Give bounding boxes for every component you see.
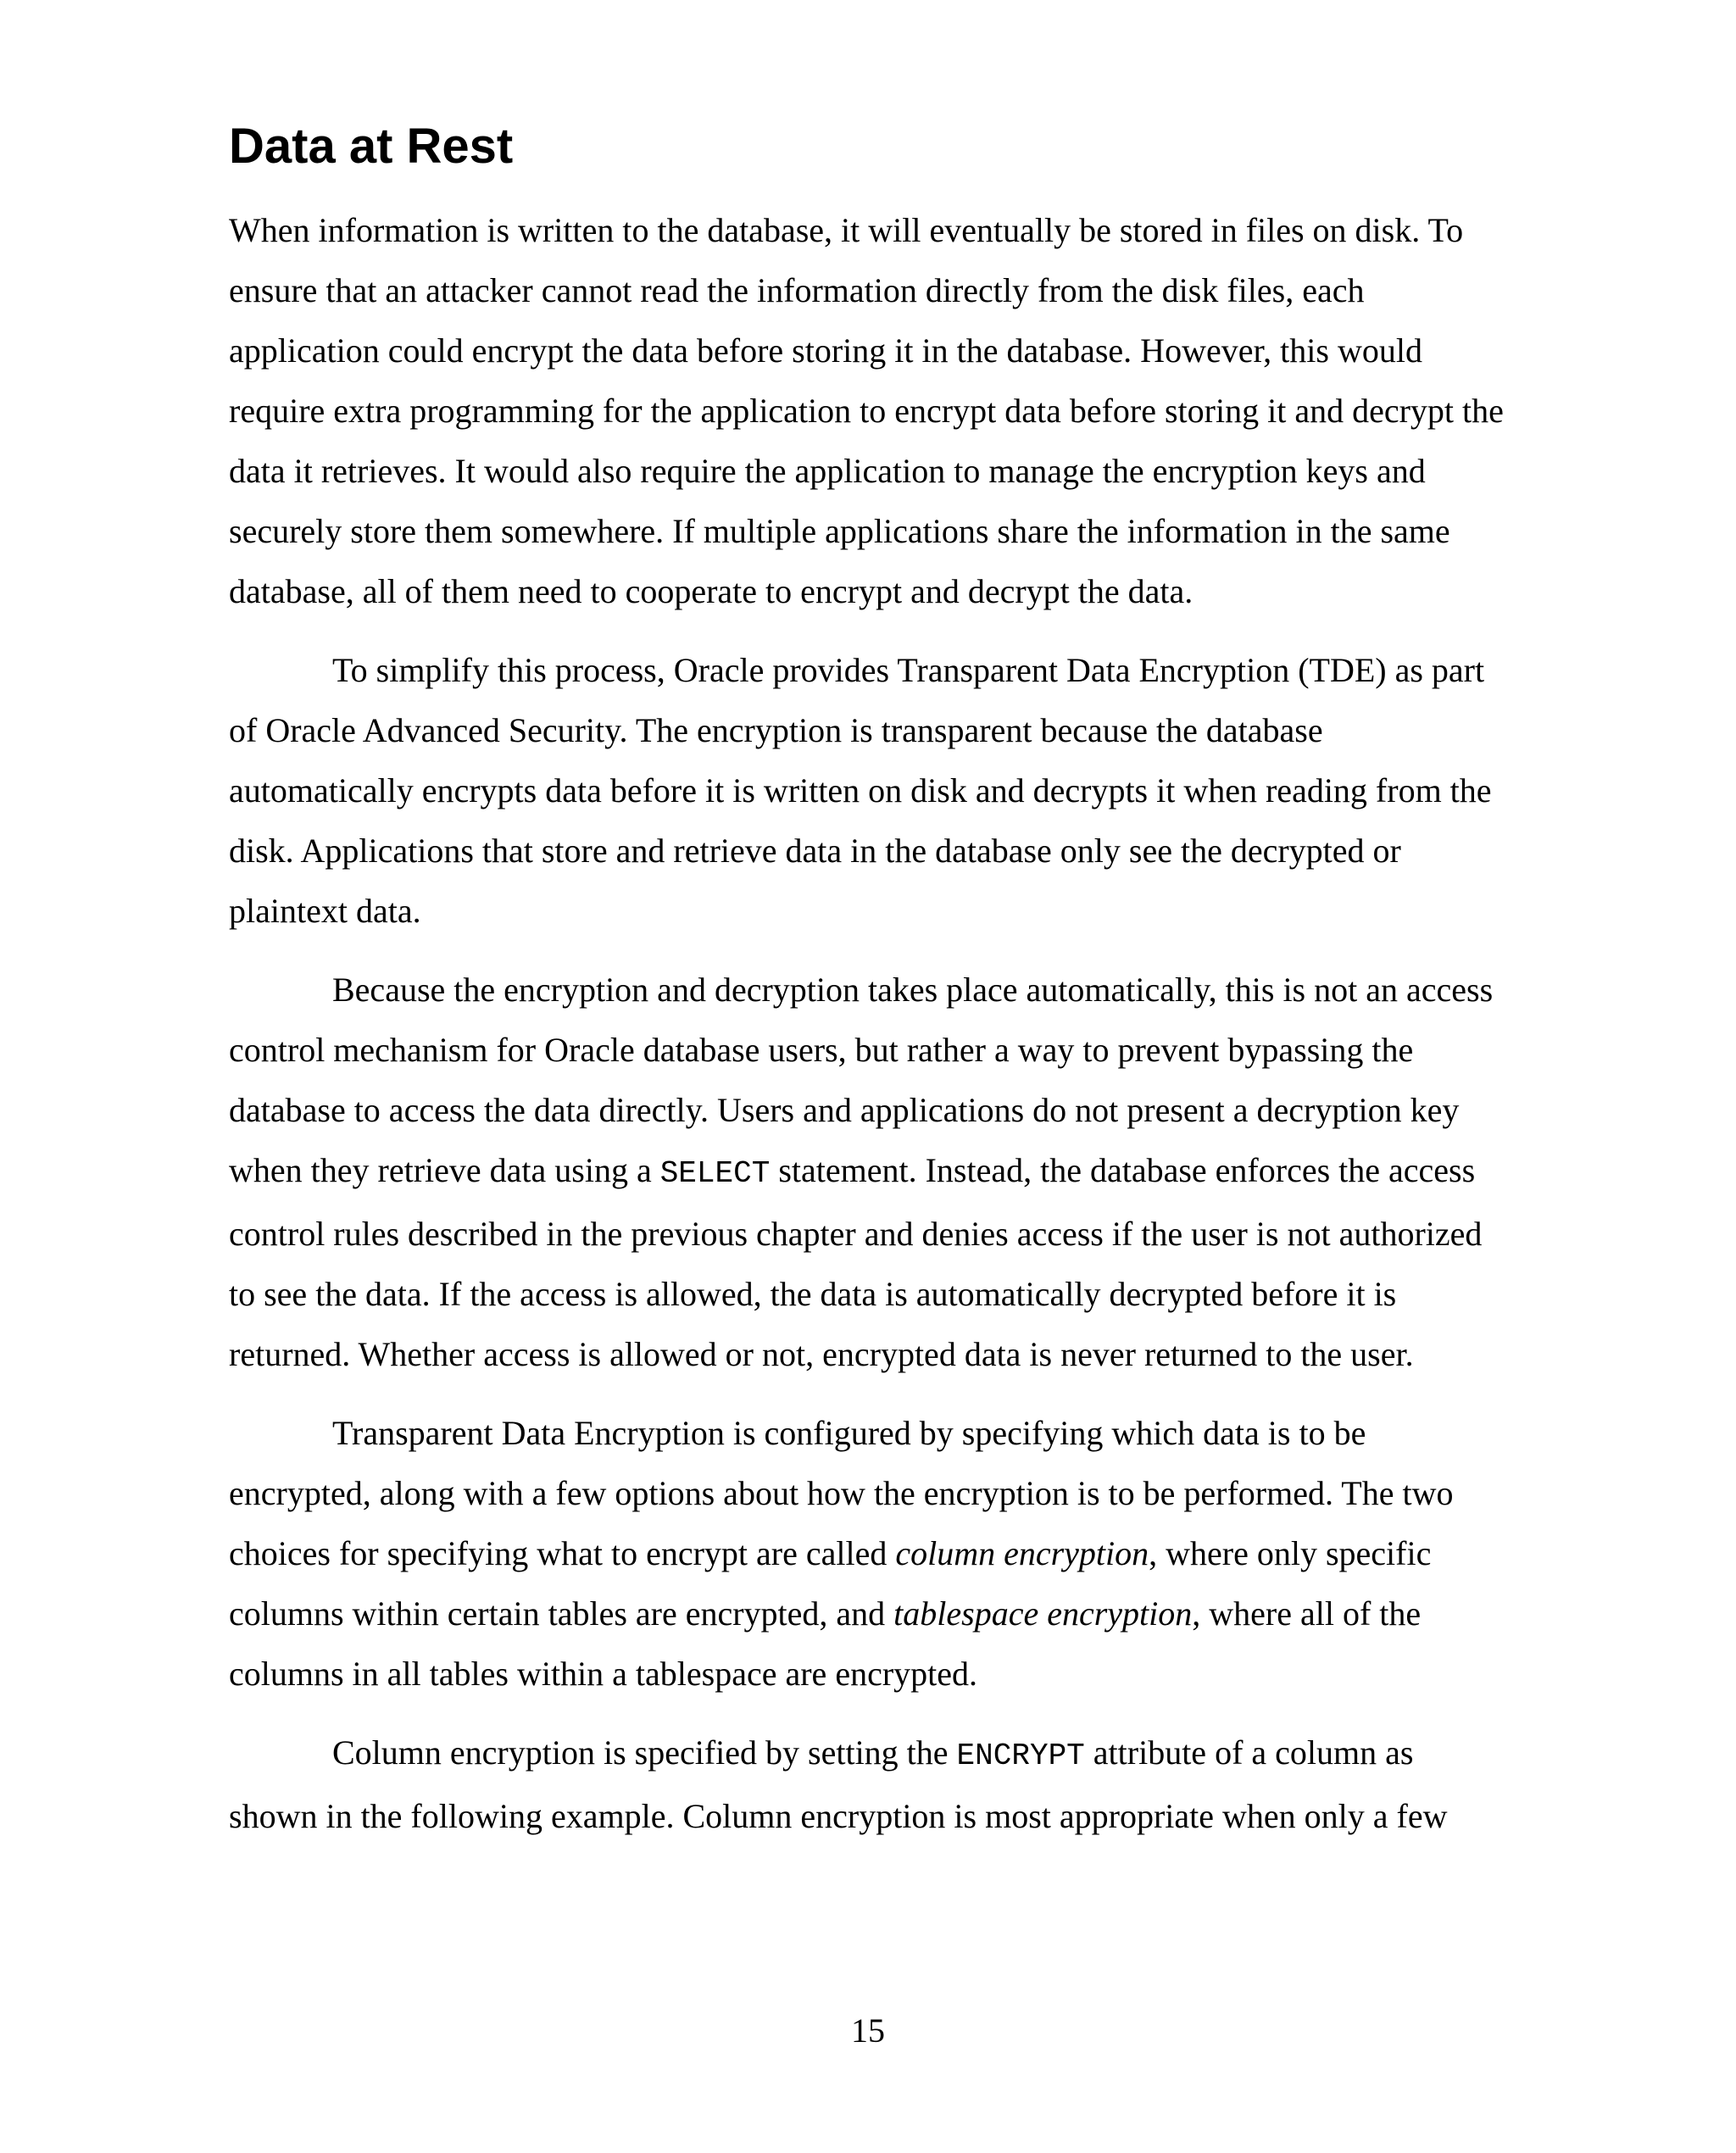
paragraph-4-part-2: , where only specific columns within certain tables are encrypted, and <box>229 1534 1432 1633</box>
paragraph-2 <box>229 640 1509 941</box>
paragraph-4-part-3: , where all of the columns in all tables within a tablespace are encrypted. <box>229 1594 1422 1693</box>
paragraph-4-part-1: Transparent Data Encryption is configured by specifying which data is to be encrypted, along with a few options about how the encryption is to be performed. The two choices for specifying what to encrypt are called <box>229 1414 1454 1572</box>
encrypt-keyword: ENCRYPT <box>956 1739 1085 1773</box>
paragraph-2-text: To simplify this process, Oracle provides Transparent Data Encryption (TDE) as part of Oracle Advanced Security. The encryption is transparent because the database automatically encrypts data before it is written on disk and decrypts it when reading from the disk. Applications that store and retrieve data in the database only see the decrypted or plaintext data. <box>229 651 1492 930</box>
paragraph-3-text-before: Because the encryption and decryption takes place automatically, this is not an access control mechanism for Oracle database users, but rather a way to prevent bypassing the database to access the data directly. Users and applications do not present a decryption key when they retrieve data using a <box>229 971 1494 1189</box>
paragraph-4 <box>229 1403 1509 1704</box>
body-text <box>229 200 1509 1846</box>
paragraph-5-text-before: Column encryption is specified by setting the <box>332 1733 957 1772</box>
column-encryption-term: column encryption <box>895 1534 1149 1572</box>
paragraph-5 <box>229 1722 1509 1846</box>
paragraph-1-text: When information is written to the database, it will eventually be stored in files on disk. To ensure that an attacker cannot read the information directly from the disk files, each application could encrypt the data before storing it in the database. However, this would require extra programming for the application to encrypt data before storing it and decrypt the data it retrieves. It would also require the application to manage the encryption keys and securely store them somewhere. If multiple applications share the information in the same database, all of them need to cooperate to encrypt and decrypt the data. <box>229 211 1504 610</box>
page-number: 15 <box>851 2011 885 2050</box>
paragraph-1 <box>229 200 1509 621</box>
tablespace-encryption-term: tablespace encryption <box>893 1594 1193 1633</box>
paragraph-5-text-after: attribute of a column as shown in the following example. Column encryption is most appropriate when only a few <box>229 1733 1448 1835</box>
paragraph-3-text-after: statement. Instead, the database enforces the access control rules described in the previous chapter and denies access if the user is not authorized to see the data. If the access is allowed, the data is automatically decrypted before it is returned. Whether access is allowed or not, encrypted data is never returned to the user. <box>229 1151 1483 1373</box>
section-heading: Data at Rest <box>229 119 514 174</box>
select-keyword: SELECT <box>659 1156 771 1191</box>
paragraph-3 <box>229 960 1509 1384</box>
